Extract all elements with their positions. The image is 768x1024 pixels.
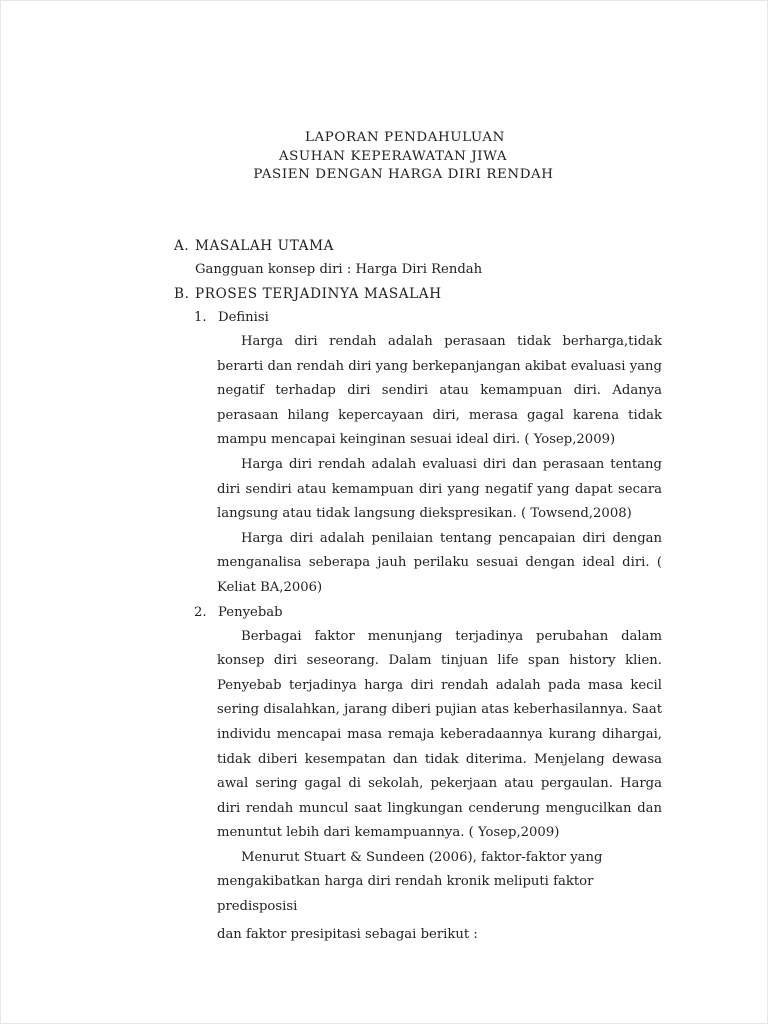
- section-a-letter: A.: [174, 238, 190, 254]
- penyebab-paragraph-2-text: Menurut Stuart & Sundeen (2006), faktor-faktor yang mengakibatkan harga diri rendah kronik meliputi faktor predisposisi: [217, 849, 603, 915]
- subsection-definisi-heading: [174, 306, 662, 330]
- subsection-definisi-title: Definisi: [218, 310, 269, 325]
- definisi-paragraph-3: Harga diri adalah penilaian tentang pencapaian diri dengan menganalisa seberapa jauh perilaku sesuai dengan ideal diri. ( Keliat BA,2006): [217, 530, 662, 595]
- subsection-definisi-number: 1.: [194, 310, 207, 325]
- definisi-paragraph-2: Harga diri rendah adalah evaluasi diri dan perasaan tentang diri sendiri atau kemampuan diri yang negatif yang dapat secara langsung atau tidak langsung diekspresikan. ( Towsend,2008): [217, 456, 662, 522]
- definisi-paragraph-1: Harga diri rendah adalah perasaan tidak berharga,tidak berarti dan rendah diri yang berkepanjangan akibat evaluasi yang negatif terhadap diri sendiri atau kemampuan diri. Adanya perasaan hilang kepercayaan diri, merasa gagal karena tidak mampu mencapai keinginan sesuai ideal diri. ( Yosep,2009): [217, 334, 662, 448]
- document-title: [1, 129, 768, 185]
- subsection-penyebab-heading: [174, 601, 662, 625]
- penyebab-paragraph-2: [217, 846, 662, 947]
- subsection-penyebab-number: 2.: [194, 604, 207, 620]
- section-a-title: MASALAH UTAMA: [195, 238, 335, 254]
- subsection-penyebab-title: Penyebab: [218, 604, 283, 620]
- title-line-1: LAPORAN PENDAHULUAN: [305, 130, 505, 145]
- penyebab-paragraph-1: Berbagai faktor menunjang terjadinya perubahan dalam konsep diri seseorang. Dalam tinjuan life span history klien. Penyebab terjadinya harga diri rendah adalah pada masa kecil sering disalahkan, jarang diberi pujian atas keberhasilannya. Saat individu mencapai masa remaja keberadaannya kurang dihargai, tidak diberi kesempatan dan tidak diterima. Menjelang dewasa awal sering gagal di sekolah, pekerjaan atau pergaulan. Harga diri rendah muncul saat lingkungan cenderung mengucilkan dan menuntut lebih dari kemampuannya. ( Yosep,2009): [217, 628, 662, 841]
- section-a-text: Gangguan konsep diri : Harga Diri Rendah: [195, 262, 483, 277]
- section-a-heading: [174, 234, 662, 258]
- document-body: [174, 234, 662, 947]
- section-b-letter: B.: [174, 286, 190, 302]
- title-line-3: PASIEN DENGAN HARGA DIRI RENDAH: [253, 167, 554, 182]
- title-line-2: ASUHAN KEPERAWATAN JIWA: [278, 148, 508, 164]
- penyebab-paragraph-2-end: dan faktor presipitasi sebagai berikut :: [217, 926, 478, 942]
- section-b-title: PROSES TERJADINYA MASALAH: [195, 286, 442, 302]
- section-b-heading: [174, 282, 662, 306]
